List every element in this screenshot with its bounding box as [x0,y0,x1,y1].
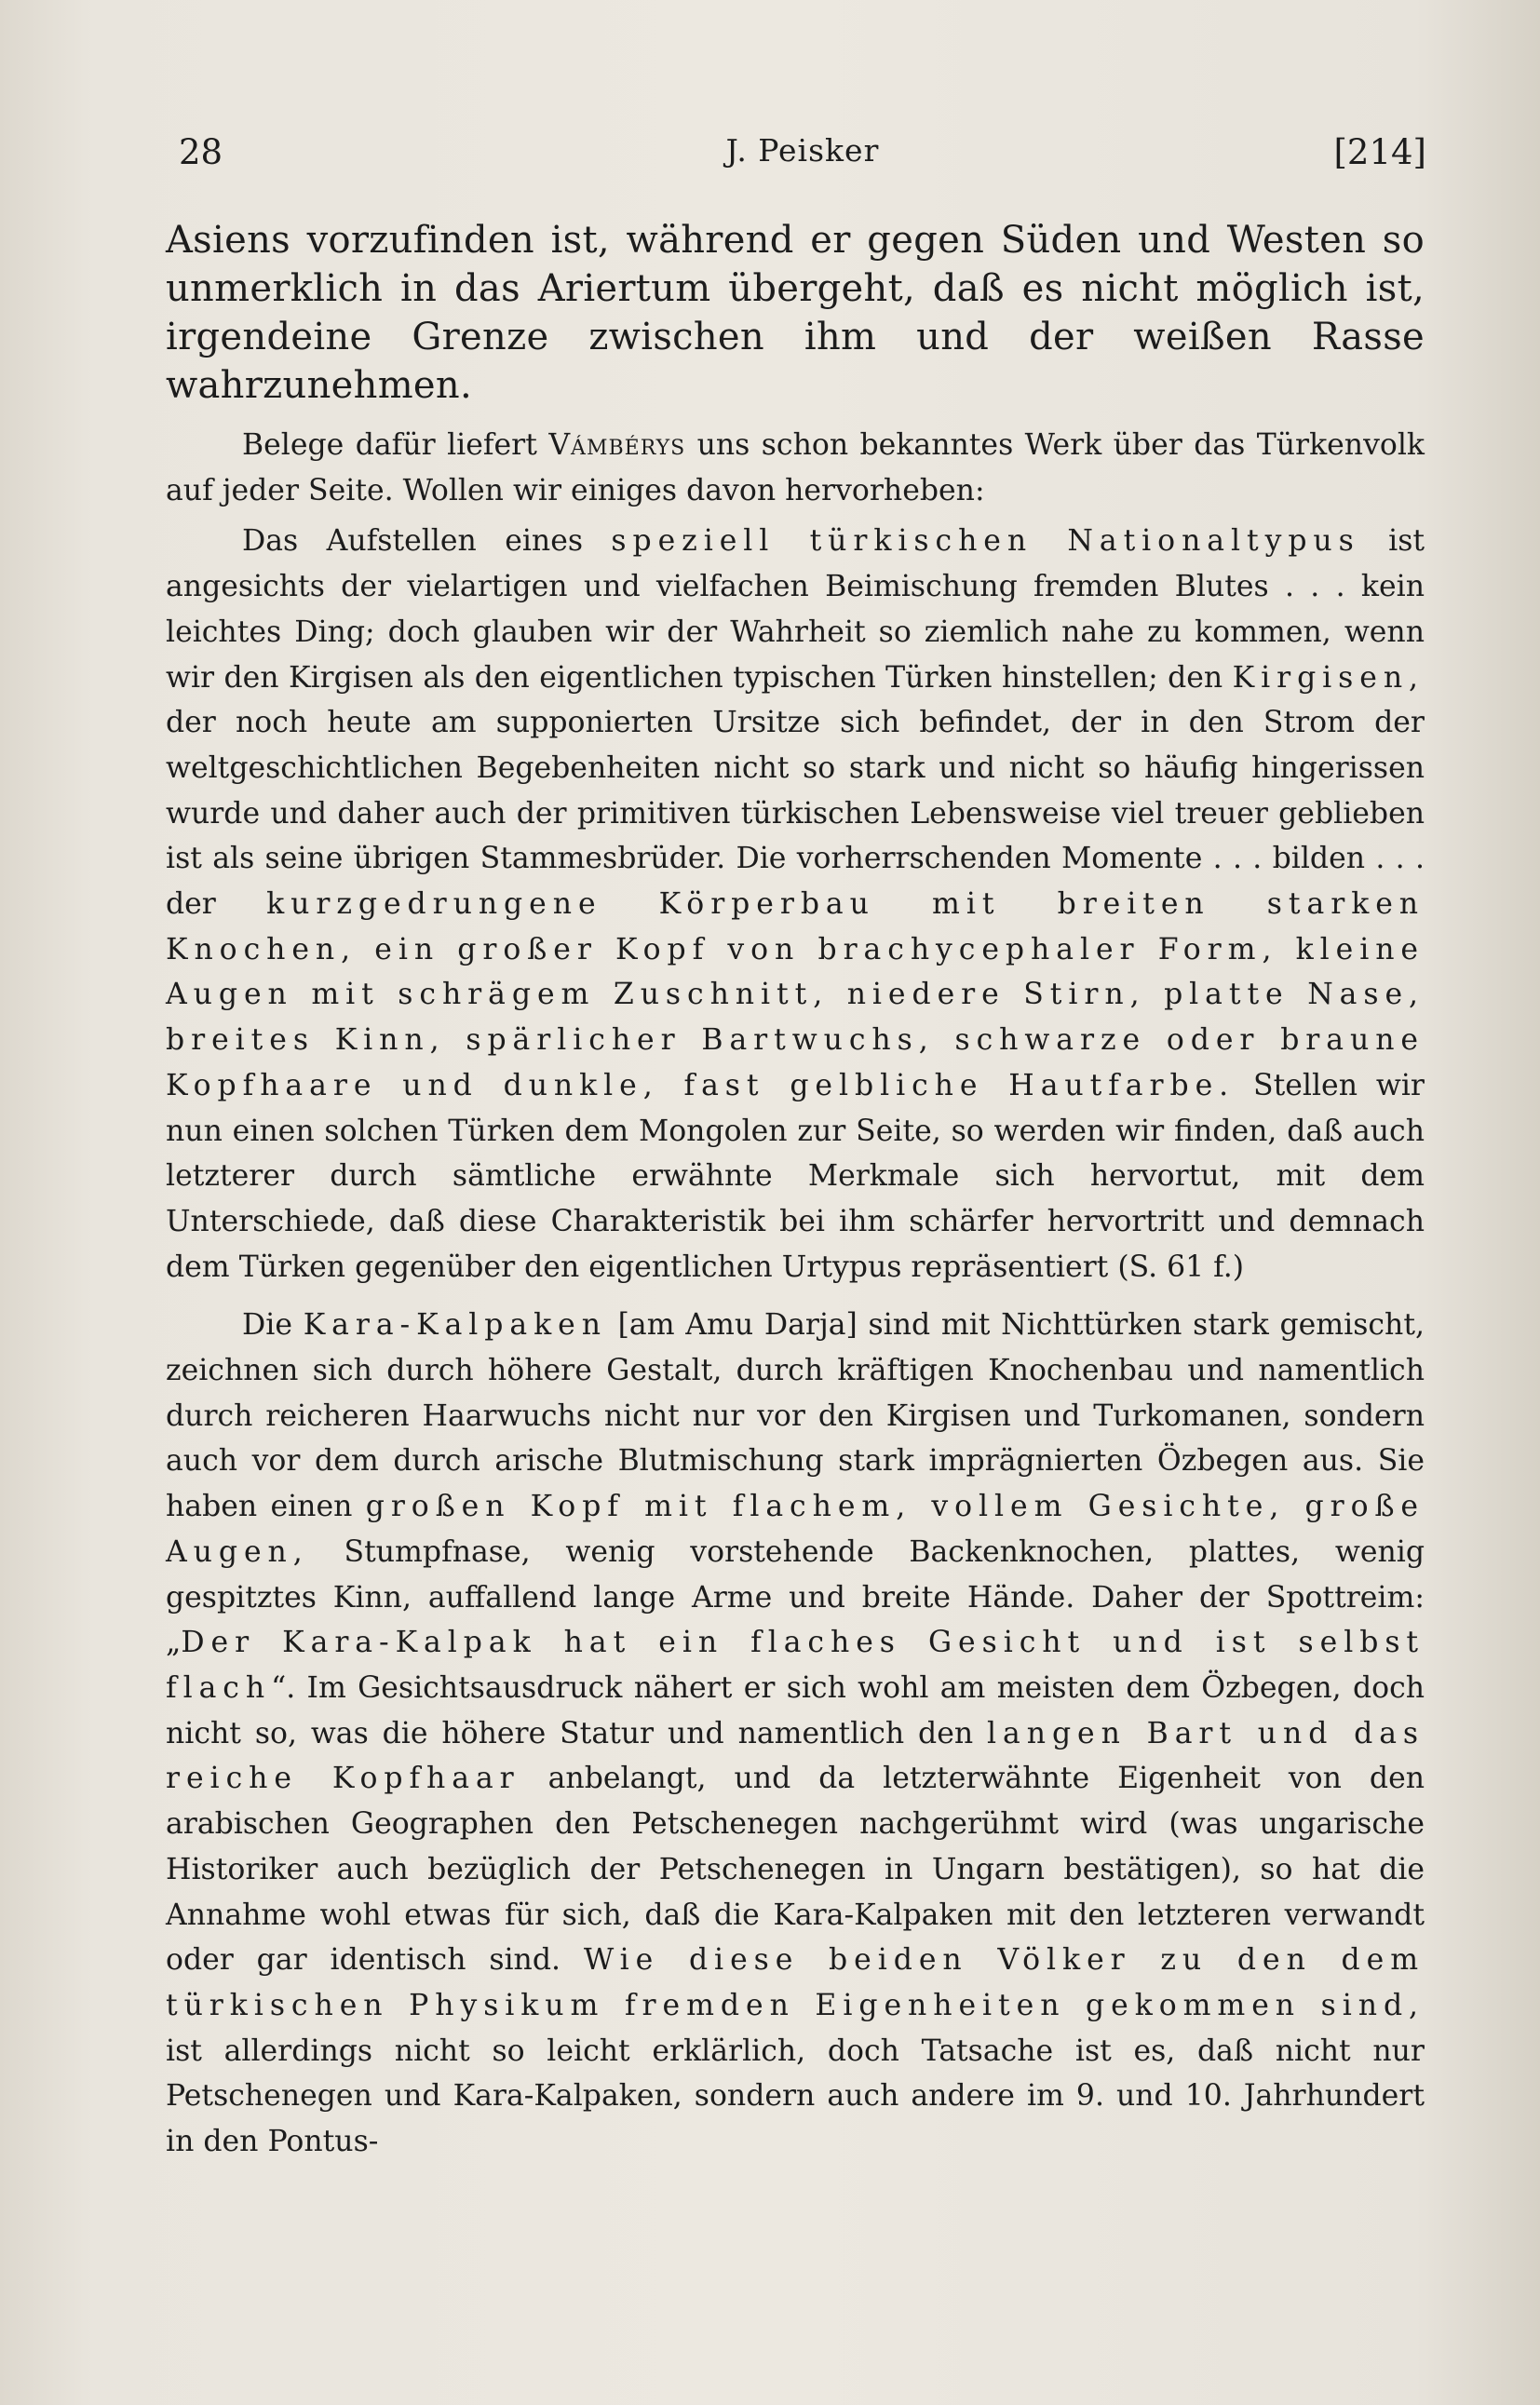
paragraph-1: Asiens vorzufinden ist, während er gegen Süden und Westen so unmerklich in das Ariertum übergeht, daß es nicht möglich ist, irgendeine Grenze zwischen ihm und der weißen Rasse wahrzunehmen. [166,219,1425,407]
paragraph-4-text: Die [242,1308,292,1343]
paragraph-3-quote [166,519,1425,1290]
emphasis-text: Der Kara-Kalpak hat ein flaches Gesicht und ist selbst flach [166,1626,1425,1705]
author-name: Vámbérys [548,428,686,462]
running-author: J. Peisker [725,132,880,169]
paragraph-4 [166,1303,1425,2164]
emphasis-text: speziell türkischen Nationaltypus [611,524,1360,559]
running-header [179,132,1426,179]
quote-text: der noch heute am supponierten Ursitze sich befindet, der in den Strom der weltgeschichtlichen Begebenheiten nicht so stark und nicht so häufig hingerissen wurde und daher auch der primitiven türkischen Lebensweise viel treuer geblieben ist als seine übrigen Stammesbrüder. Die vorherrschenden Momente . . . bilden . . . der [166,706,1425,922]
emphasis-text: kurzgedrungene Körperbau mit breiten starken Knochen, ein großer Kopf von brachycephaler Form, kleine Augen mit schrägem Zuschnitt, niedere Stirn, platte Nase, breites Kinn, spärlicher Bartwuchs, schwarze oder braune Kopfhaare und dunkle, fast gelbliche Hautfarbe. [166,887,1425,1102]
quote-text: Stellen wir nun einen solchen Türken dem Mongolen zur Seite, so werden wir finden, daß auch letzterer durch sämtliche erwähnte Merkmale sich hervortut, mit dem Unterschiede, daß diese Charakteristik bei ihm schärfer hervortritt und demnach dem Türken gegenüber den eigentlichen Urtypus repräsentiert (S. 61 f.) [166,1068,1425,1284]
paragraph-4-text: Stumpfnase, wenig vorstehende Backenknochen, plattes, wenig gespitztes Kinn, auffallend lange Arme und breite Hände. Daher der Spottreim: „ [166,1534,1425,1660]
emphasis-text: langen Bart und das reiche Kopfhaar [166,1716,1425,1796]
paragraph-4-text: “. Im Gesichtsausdruck nähert er sich wohl am meisten dem Özbegen, doch nicht so, was die höhere Statur und namentlich den [166,1670,1425,1750]
page-body [166,216,1425,2165]
original-page-number: [214] [1333,132,1426,172]
paragraph-2-text: Belege dafür liefert [242,428,537,462]
paragraph-4-text: anbelangt, und da letzterwähnte Eigenheit von den arabischen Geographen den Petschenegen nachgerühmt wird (was ungarische Historiker auch bezüglich der Petschenegen in Ungarn bestätigen), so hat die Annahme wohl etwas für sich, daß die Kara-Kalpaken mit den letzteren verwandt oder gar identisch sind. [166,1762,1425,1978]
text-block-large [166,216,1425,410]
quote-text: Das Aufstellen eines [242,524,584,559]
page-number: 28 [179,132,223,172]
emphasis-text: Kara-Kalpaken [303,1308,607,1343]
emphasis-text: großen Kopf mit flachem, vollem Gesichte, große Augen, [166,1490,1425,1569]
paragraph-4-text: [am Amu Darja] sind mit Nichttürken stark gemischt, zeichnen sich durch höhere Gestalt, durch kräftigen Knochenbau und namentlich durch reicheren Haarwuchs nicht nur vor den Kirgisen und Turkomanen, sondern auch vor dem durch arische Blutmischung stark imprägnierten Özbegen aus. Sie haben einen [166,1308,1425,1524]
paragraph-4-text: ist allerdings nicht so leicht erklärlich, doch Tatsache ist es, daß nicht nur Petschenegen und Kara-Kalpaken, sondern auch andere im 9. und 10. Jahrhundert in den Pontus- [166,2033,1425,2159]
paragraph-2 [166,423,1425,513]
paragraph-2-text: uns schon bekanntes Werk über das Türkenvolk auf jeder Seite. Wollen wir einiges davon hervorheben: [166,428,1425,507]
quote-text: ist angesichts der vielartigen und vielfachen Beimischung fremden Blutes . . . kein leichtes Ding; doch glauben wir der Wahrheit so ziemlich nahe zu kommen, wenn wir den Kirgisen als den eigentlichen typischen Türken hinstellen; den [166,524,1425,695]
text-block-small [166,423,1425,2165]
emphasis-text: Wie diese beiden Völker zu den dem türkischen Physikum fremden Eigenheiten gekommen sind, [166,1943,1425,2022]
emphasis-text: Kirgisen, [1232,660,1425,695]
